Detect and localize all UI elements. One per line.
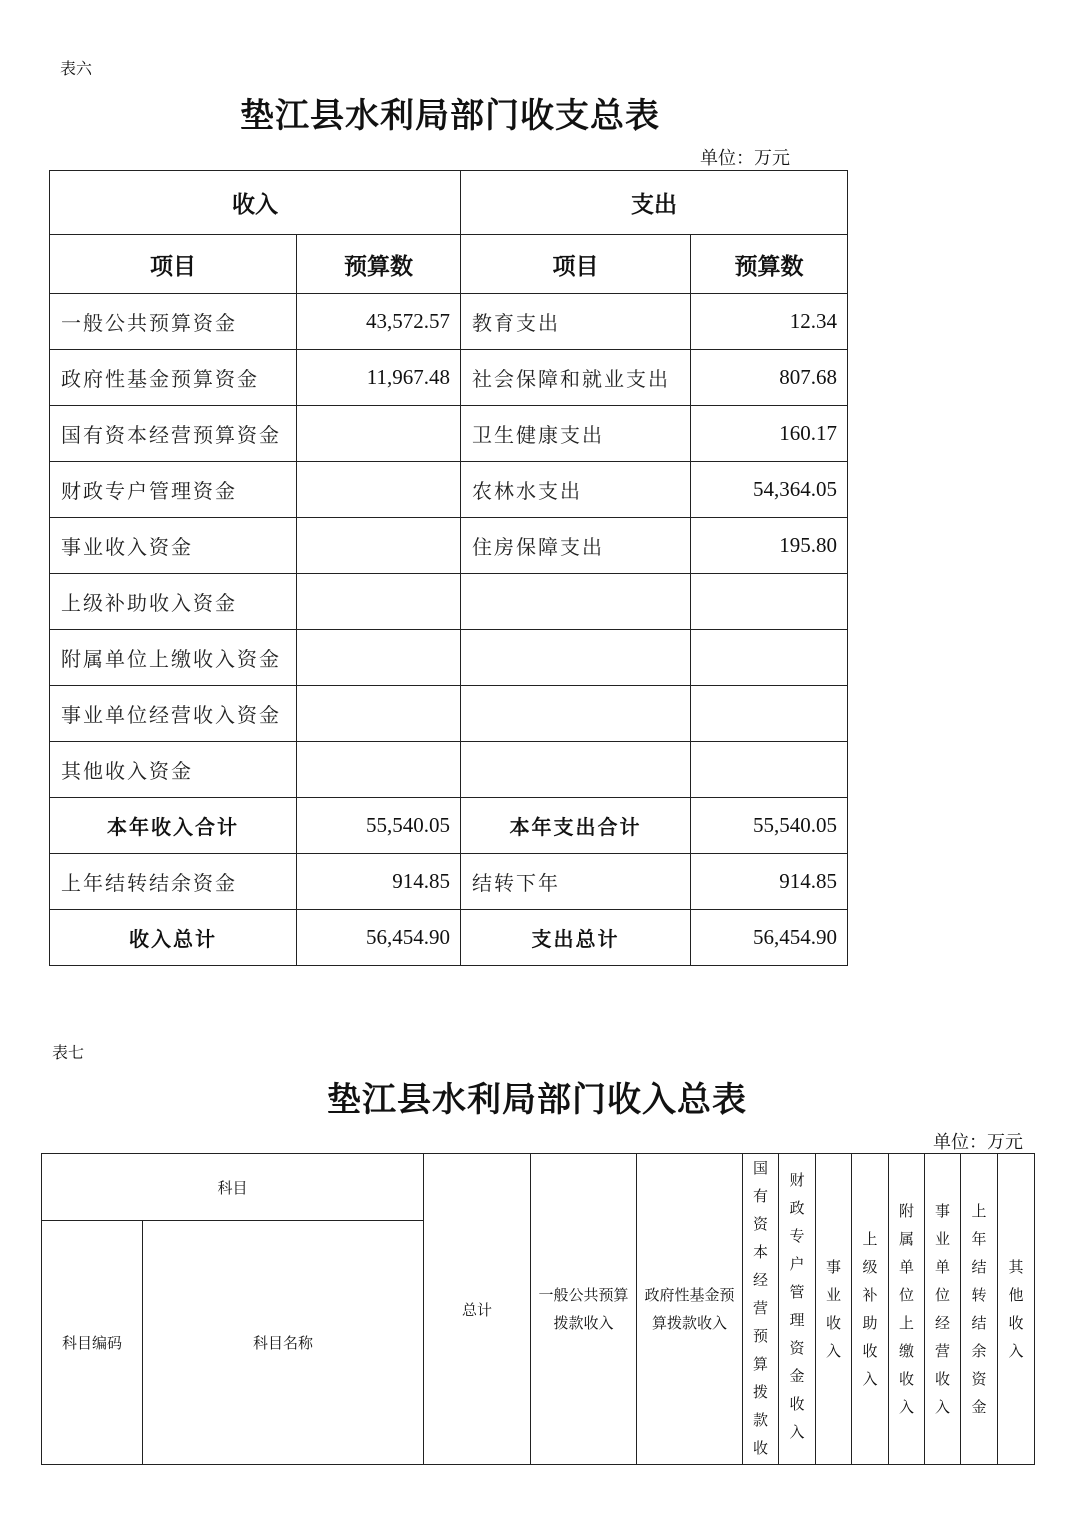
carryover-expense-value: 914.85 [691, 854, 848, 910]
superior-subsidy-header-text: 上级补助收入 [862, 1230, 878, 1388]
table7-unit: 单位：万元 [933, 1132, 1023, 1153]
state-capital-header-text: 国有资本经营预算拨款收 [752, 1159, 768, 1457]
table7-title: 垫江县水利局部门收入总表 [327, 1080, 747, 1120]
grand-income-total-value: 56,454.90 [297, 910, 461, 966]
expense-value [691, 630, 848, 686]
operating-income-header [925, 1154, 961, 1465]
expense-value: 160.17 [691, 406, 848, 462]
subject-code-header: 科目编码 [42, 1221, 143, 1465]
expense-item: 教育支出 [461, 294, 691, 350]
expense-item: 农林水支出 [461, 462, 691, 518]
table-row [50, 462, 848, 518]
income-budget-header: 预算数 [297, 235, 461, 294]
year-income-total-value: 55,540.05 [297, 798, 461, 854]
affiliated-income-header-text: 附属单位上缴收入 [898, 1202, 914, 1416]
income-value [297, 574, 461, 630]
gov-fund-header: 政府性基金预算拨款收入 [637, 1154, 743, 1465]
income-item: 上级补助收入资金 [50, 574, 297, 630]
income-summary-table [41, 1153, 1035, 1465]
other-income-header [998, 1154, 1035, 1465]
income-value [297, 462, 461, 518]
table6-unit: 单位：万元 [700, 148, 790, 169]
income-value [297, 742, 461, 798]
year-income-total-label: 本年收入合计 [50, 798, 297, 854]
carryover-income-value: 914.85 [297, 854, 461, 910]
carryover-income-label: 上年结转结余资金 [50, 854, 297, 910]
table-row [50, 406, 848, 462]
table-row [50, 350, 848, 406]
expense-value: 195.80 [691, 518, 848, 574]
table-row [50, 574, 848, 630]
income-item: 一般公共预算资金 [50, 294, 297, 350]
income-value: 43,572.57 [297, 294, 461, 350]
superior-subsidy-header [852, 1154, 889, 1465]
expense-value: 807.68 [691, 350, 848, 406]
income-item: 其他收入资金 [50, 742, 297, 798]
income-item: 事业收入资金 [50, 518, 297, 574]
expense-item [461, 686, 691, 742]
expense-budget-header: 预算数 [691, 235, 848, 294]
carryover-row [50, 854, 848, 910]
expense-value [691, 742, 848, 798]
income-value: 11,967.48 [297, 350, 461, 406]
income-item: 政府性基金预算资金 [50, 350, 297, 406]
grand-income-total-label: 收入总计 [50, 910, 297, 966]
table-row [50, 742, 848, 798]
general-budget-header: 一般公共预算拨款收入 [531, 1154, 637, 1465]
year-expense-total-value: 55,540.05 [691, 798, 848, 854]
table-row [50, 518, 848, 574]
income-item: 国有资本经营预算资金 [50, 406, 297, 462]
table6-title: 垫江县水利局部门收支总表 [240, 96, 660, 136]
subject-name-header: 科目名称 [143, 1221, 424, 1465]
table7-tag: 表七 [52, 1043, 85, 1062]
income-expense-summary-table [49, 170, 848, 966]
income-value [297, 406, 461, 462]
operating-income-header-text: 事业单位经营收入 [934, 1202, 950, 1416]
year-total-row [50, 798, 848, 854]
income-value [297, 518, 461, 574]
subject-header: 科目 [42, 1154, 424, 1221]
expense-item: 卫生健康支出 [461, 406, 691, 462]
income-header: 收入 [50, 171, 461, 235]
income-value [297, 630, 461, 686]
income-item: 财政专户管理资金 [50, 462, 297, 518]
expense-value [691, 574, 848, 630]
expense-item [461, 742, 691, 798]
table-row [50, 686, 848, 742]
special-account-header [779, 1154, 816, 1465]
total-header: 总计 [424, 1154, 531, 1465]
table-row [50, 294, 848, 350]
business-income-header-text: 事业收入 [825, 1258, 841, 1360]
expense-item [461, 630, 691, 686]
special-account-header-text: 财政专户管理资金收入 [789, 1171, 805, 1441]
year-expense-total-label: 本年支出合计 [461, 798, 691, 854]
carryover-expense-label: 结转下年 [461, 854, 691, 910]
expense-value [691, 686, 848, 742]
expense-item: 住房保障支出 [461, 518, 691, 574]
income-item: 事业单位经营收入资金 [50, 686, 297, 742]
income-value [297, 686, 461, 742]
table-row [50, 630, 848, 686]
expense-item: 社会保障和就业支出 [461, 350, 691, 406]
other-income-header-text: 其他收入 [1008, 1258, 1024, 1360]
grand-total-row [50, 910, 848, 966]
business-income-header [816, 1154, 852, 1465]
grand-expense-total-label: 支出总计 [461, 910, 691, 966]
expense-item [461, 574, 691, 630]
grand-expense-total-value: 56,454.90 [691, 910, 848, 966]
expense-header: 支出 [461, 171, 848, 235]
expense-item-header: 项目 [461, 235, 691, 294]
table6-tag: 表六 [60, 59, 93, 78]
expense-value: 54,364.05 [691, 462, 848, 518]
affiliated-income-header [889, 1154, 925, 1465]
expense-value: 12.34 [691, 294, 848, 350]
income-item-header: 项目 [50, 235, 297, 294]
carryover-header [961, 1154, 998, 1465]
income-item: 附属单位上缴收入资金 [50, 630, 297, 686]
state-capital-header [743, 1154, 779, 1465]
carryover-header-text: 上年结转结余资金 [971, 1202, 987, 1416]
